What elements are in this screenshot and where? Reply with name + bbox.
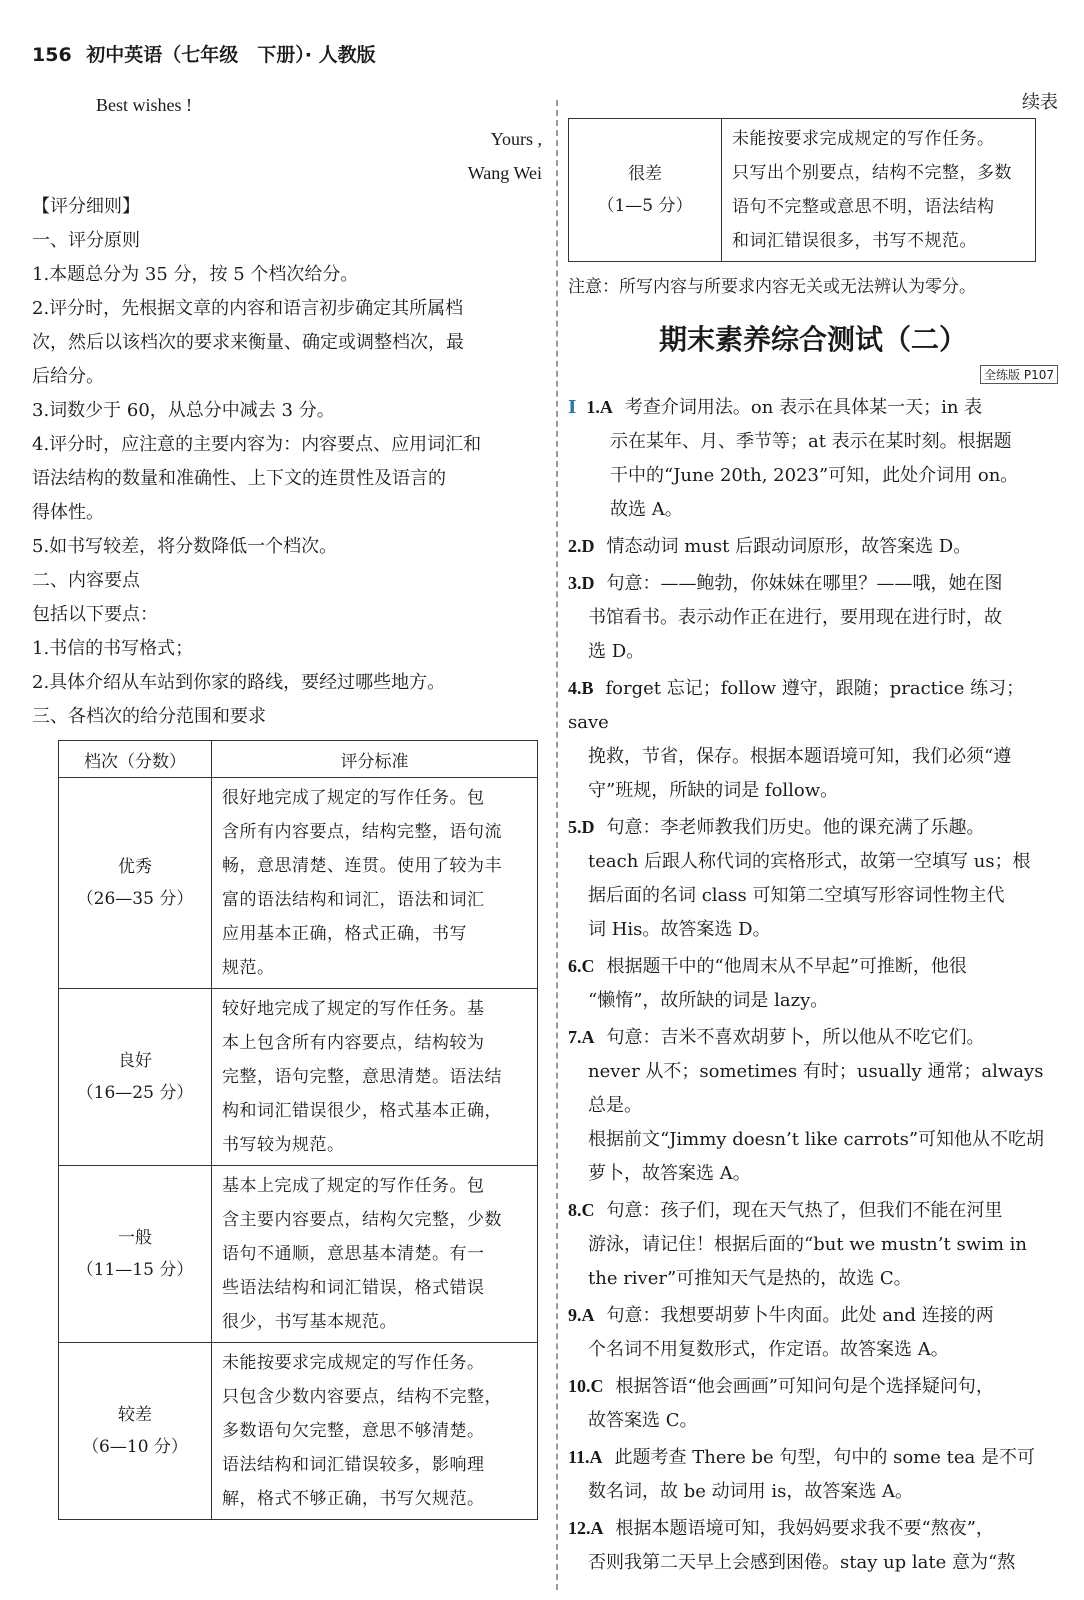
- answer-item: [568, 1369, 1058, 1438]
- grade-standard-line: 规范。: [222, 958, 275, 978]
- answer-line: [568, 390, 1058, 425]
- answer-item: [568, 1511, 1058, 1580]
- grade-standard-line: 本上包含所有内容要点，结构较为: [222, 1033, 485, 1053]
- table-row: [59, 989, 538, 1166]
- answer-item: [568, 1193, 1058, 1296]
- answer-item: [568, 810, 1058, 947]
- table-row: [569, 119, 1036, 262]
- grade-standard-line: 只写出个别要点，结构不完整，多数: [732, 163, 1012, 183]
- answer-text: 词 His。故答案选 D。: [588, 919, 771, 940]
- answer-line: [568, 425, 1058, 459]
- grading-header-standard: 评分标准: [212, 741, 538, 778]
- grade-level-cell: [59, 989, 212, 1166]
- answer-number: 11.A: [568, 1447, 603, 1467]
- rule-line: 【评分细则】: [32, 196, 140, 217]
- answer-number: 10.C: [568, 1376, 604, 1396]
- grade-range: （1—5 分）: [597, 196, 693, 216]
- rule-line: 2.评分时，先根据文章的内容和语言初步确定其所属档: [32, 298, 464, 319]
- grade-level-cell: [59, 1343, 212, 1520]
- grade-standard-line: 些语法结构和词汇错误，格式错误: [222, 1278, 485, 1298]
- rule-line: 三、各档次的给分范围和要求: [32, 706, 266, 727]
- answer-text: forget 忘记；follow 遵守，跟随；practice 练习；save: [568, 678, 1025, 733]
- grading-header-level: 档次（分数）: [59, 741, 212, 778]
- answer-line: [568, 913, 1058, 947]
- table-row: [59, 778, 538, 989]
- rule-line: 语法结构的数量和准确性、上下文的连贯性及语言的: [32, 468, 446, 489]
- answer-line: [568, 1020, 1058, 1055]
- answer-text: 句意：——鲍勃，你妹妹在哪里？——哦，她在图: [606, 573, 1003, 594]
- grade-standard-line: 很少，书写基本规范。: [222, 1312, 397, 1332]
- grade-level-cell: [59, 1166, 212, 1343]
- grade-standard-line: 含所有内容要点，结构完整，语句流: [222, 822, 502, 842]
- answer-text: 游泳，请记住！根据后面的“but we mustn’t swim in: [588, 1234, 1027, 1255]
- answer-text: 句意：孩子们，现在天气热了，但我们不能在河里: [606, 1200, 1003, 1221]
- answer-line: [568, 1511, 1058, 1546]
- grade-range: （6—10 分）: [82, 1437, 188, 1457]
- grade-standard-line: 完整，语句完整，意思清楚。语法结: [222, 1067, 502, 1087]
- grade-standard-line: 基本上完成了规定的写作任务。包: [222, 1176, 485, 1196]
- zero-score-note: 注意：所写内容与所要求内容无关或无法辨认为零分。: [568, 277, 976, 297]
- grade-standard-line: 语法结构和词汇错误较多，影响理: [222, 1455, 485, 1475]
- answer-text: teach 后跟人称代词的宾格形式，故第一空填写 us；根: [588, 851, 1031, 872]
- answer-number: 1.A: [586, 397, 613, 417]
- grade-standard-line: 语句不完整或意思不明，语法结构: [732, 197, 995, 217]
- answer-line: [568, 529, 1058, 564]
- answer-text: 此题考查 There be 句型，句中的 some tea 是不可: [614, 1447, 1035, 1468]
- answer-item: [568, 1298, 1058, 1367]
- grade-level: 一般: [118, 1228, 152, 1248]
- rule-line: 3.词数少于 60，从总分中减去 3 分。: [32, 400, 335, 421]
- grade-range: （16—25 分）: [76, 1083, 194, 1103]
- grade-level-cell: [59, 778, 212, 989]
- answer-text: “懒惰”，故所缺的词是 lazy。: [588, 990, 829, 1011]
- grade-standard-cell: [212, 778, 538, 989]
- grade-standard-cell: [212, 1166, 538, 1343]
- answer-text: 句意：李老师教我们历史。他的课充满了乐趣。: [606, 817, 985, 838]
- answer-line: [568, 1228, 1058, 1262]
- answer-line: [568, 1193, 1058, 1228]
- grade-standard-line: 解，格式不够正确，书写欠规范。: [222, 1489, 485, 1509]
- answer-line: [568, 1157, 1058, 1191]
- grade-standard-line: 很好地完成了规定的写作任务。包: [222, 788, 485, 808]
- grade-standard-cell: [722, 119, 1036, 262]
- rule-line: 得体性。: [32, 502, 104, 523]
- grade-standard-line: 富的语法结构和词汇，语法和词汇: [222, 890, 485, 910]
- table-row: [59, 1166, 538, 1343]
- continued-label: 续表: [1022, 92, 1058, 113]
- answer-number: 9.A: [568, 1305, 595, 1325]
- answer-item: [568, 529, 1058, 564]
- answer-line: [568, 740, 1058, 774]
- answer-text: 挽救，节省，保存。根据本题语境可知，我们必须“遵: [588, 746, 1012, 767]
- book-title: 初中英语（七年级 下册）· 人教版: [86, 44, 376, 66]
- answer-text: 否则我第二天早上会感到困倦。stay up late 意为“熬: [588, 1552, 1016, 1573]
- answer-line: [568, 1369, 1058, 1404]
- grading-table-continued: [568, 118, 1036, 262]
- left-column: [32, 88, 542, 1520]
- grade-standard-line: 和词汇错误很多，书写不规范。: [732, 231, 977, 251]
- grade-range: （26—35 分）: [76, 889, 194, 909]
- letter-sign-yours: Yours ,: [490, 129, 542, 149]
- answer-text: 示在某年、月、季节等；at 表示在某时刻。根据题: [610, 431, 1012, 452]
- grade-standard-line: 未能按要求完成规定的写作任务。: [732, 129, 995, 149]
- answer-item: [568, 949, 1058, 1018]
- table-row: [59, 1343, 538, 1520]
- answer-item: [568, 1440, 1058, 1509]
- grade-standard-line: 语句不通顺，意思基本清楚。有一: [222, 1244, 485, 1264]
- answer-text: 守”班规，所缺的词是 follow。: [588, 780, 839, 801]
- answer-text: 故答案选 C。: [588, 1410, 698, 1431]
- grade-standard-cell: [212, 989, 538, 1166]
- answer-number: 3.D: [568, 573, 595, 593]
- grade-standard-line: 书写较为规范。: [222, 1135, 345, 1155]
- answer-list: [568, 390, 1058, 1580]
- grade-standard-line: 多数语句欠完整，意思不够清楚。: [222, 1421, 485, 1441]
- grade-level: 较差: [118, 1405, 152, 1425]
- page-number: 156: [32, 44, 72, 66]
- rule-line: 包括以下要点：: [32, 604, 158, 625]
- answer-item: [568, 566, 1058, 669]
- column-divider: [556, 100, 558, 1590]
- answer-item: [568, 1020, 1058, 1191]
- answer-line: [568, 601, 1058, 635]
- rule-line: 2.具体介绍从车站到你家的路线，要经过哪些地方。: [32, 672, 446, 693]
- grade-level: 优秀: [118, 857, 152, 877]
- answer-line: [568, 1333, 1058, 1367]
- rule-line: 5.如书写较差，将分数降低一个档次。: [32, 536, 338, 557]
- answer-line: [568, 1404, 1058, 1438]
- answer-text: 故选 A。: [610, 499, 683, 520]
- answer-text: 根据答语“他会画画”可知问句是个选择疑问句，: [615, 1376, 994, 1397]
- answer-text: 根据本题语境可知，我妈妈要求我不要“熬夜”，: [615, 1518, 994, 1539]
- answer-line: [568, 1298, 1058, 1333]
- answer-line: [568, 1123, 1058, 1157]
- answer-number: 6.C: [568, 956, 595, 976]
- page-reference-label: 全练版 P107: [980, 365, 1058, 384]
- answer-text: the river”可推知天气是热的，故选 C。: [588, 1268, 912, 1289]
- grade-standard-line: 应用基本正确，格式正确，书写: [222, 924, 467, 944]
- answer-line: [568, 984, 1058, 1018]
- grade-range: （11—15 分）: [76, 1260, 194, 1280]
- answer-text: never 从不；sometimes 有时；usually 通常；always 总是。: [588, 1061, 1044, 1116]
- answer-number: 2.D: [568, 536, 595, 556]
- grade-standard-line: 含主要内容要点，结构欠完整，少数: [222, 1210, 502, 1230]
- grade-level-cell: [569, 119, 722, 262]
- answer-text: 据后面的名词 class 可知第二空填写形容词性物主代: [588, 885, 1005, 906]
- answer-text: 干中的“June 20th, 2023”可知，此处介词用 on。: [610, 465, 1019, 486]
- answer-line: [568, 671, 1058, 740]
- answer-number: 7.A: [568, 1027, 595, 1047]
- answer-number: 8.C: [568, 1200, 595, 1220]
- answer-line: [568, 566, 1058, 601]
- rule-line: 1.本题总分为 35 分，按 5 个档次给分。: [32, 264, 359, 285]
- rule-line: 4.评分时，应注意的主要内容为：内容要点、应用词汇和: [32, 434, 482, 455]
- page-header: [32, 40, 376, 67]
- grade-standard-line: 未能按要求完成规定的写作任务。: [222, 1353, 485, 1373]
- answer-text: 考查介词用法。on 表示在具体某一天；in 表: [624, 397, 983, 418]
- answer-line: [568, 845, 1058, 879]
- grade-level: 很差: [628, 164, 662, 184]
- answer-line: [568, 774, 1058, 808]
- answer-text: 根据前文“Jimmy doesn’t like carrots”可知他从不吃胡: [588, 1129, 1045, 1150]
- answer-line: [568, 949, 1058, 984]
- answer-line: [568, 1262, 1058, 1296]
- answer-line: [568, 1055, 1058, 1123]
- answer-line: [568, 493, 1058, 527]
- rule-line: 一、评分原则: [32, 230, 140, 251]
- answer-line: [568, 459, 1058, 493]
- answer-line: [568, 1546, 1058, 1580]
- rule-line: 次，然后以该档次的要求来衡量、确定或调整档次，最: [32, 332, 464, 353]
- grade-standard-line: 较好地完成了规定的写作任务。基: [222, 999, 485, 1019]
- grade-standard-line: 畅，意思清楚、连贯。使用了较为丰: [222, 856, 502, 876]
- right-column: [568, 88, 1058, 1580]
- grade-standard-line: 构和词汇错误很少，格式基本正确，: [222, 1101, 502, 1121]
- answer-text: 数名词，故 be 动词用 is，故答案选 A。: [588, 1481, 914, 1502]
- grading-table: [58, 740, 538, 1520]
- answer-line: [568, 635, 1058, 669]
- answer-text: 根据题干中的“他周末从不早起”可推断，他很: [606, 956, 967, 977]
- answer-text: 句意：吉米不喜欢胡萝卜，所以他从不吃它们。: [606, 1027, 985, 1048]
- answer-line: [568, 1440, 1058, 1475]
- rule-line: 二、内容要点: [32, 570, 140, 591]
- grade-level: 良好: [118, 1051, 152, 1071]
- page-reference-tag: [568, 364, 1058, 388]
- rule-line: 1.书信的书写格式；: [32, 638, 194, 659]
- letter-sign-name: Wang Wei: [467, 163, 542, 183]
- answer-item: [568, 390, 1058, 527]
- answer-text: 选 D。: [588, 641, 645, 662]
- answer-line: [568, 1475, 1058, 1509]
- answer-line: [568, 810, 1058, 845]
- scoring-rules: [32, 190, 542, 734]
- answer-line: [568, 879, 1058, 913]
- answer-number: 5.D: [568, 817, 595, 837]
- letter-closing: Best wishes !: [96, 95, 192, 115]
- test-title: 期末素养综合测试（二）: [658, 323, 967, 356]
- section-marker: Ⅰ: [568, 397, 577, 418]
- answer-number: 12.A: [568, 1518, 604, 1538]
- answer-text: 书馆看书。表示动作正在进行，要用现在进行时，故: [588, 607, 1002, 628]
- answer-number: 4.B: [568, 678, 594, 698]
- grade-standard-line: 只包含少数内容要点，结构不完整，: [222, 1387, 502, 1407]
- answer-text: 情态动词 must 后跟动词原形，故答案选 D。: [606, 536, 972, 557]
- answer-item: [568, 671, 1058, 808]
- grade-standard-cell: [212, 1343, 538, 1520]
- answer-text: 个名词不用复数形式，作定语。故答案选 A。: [588, 1339, 949, 1360]
- answer-text: 萝卜，故答案选 A。: [588, 1163, 751, 1184]
- rule-line: 后给分。: [32, 366, 104, 387]
- answer-text: 句意：我想要胡萝卜牛肉面。此处 and 连接的两: [606, 1305, 994, 1326]
